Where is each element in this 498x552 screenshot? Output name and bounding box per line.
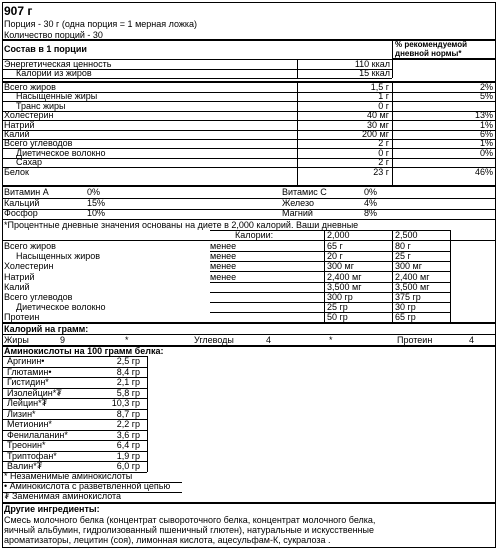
energy-label: Энергетическая ценность [4, 59, 112, 69]
reference-col2: 2,500 [395, 230, 418, 240]
amino-name: Глютамин• [7, 366, 52, 377]
amino-title: Аминокислоты на 100 грамм белка: [4, 346, 164, 356]
serving-size: Порция - 30 г (одна порция = 1 мерная ложка) [4, 19, 198, 29]
reference-label: Натрий [4, 271, 35, 282]
amino-value: 2,5 гр [116, 356, 140, 366]
nutrient-label: Насыщенные жиры [16, 91, 98, 102]
daily-value-footnote: *Процентные дневные значения основаны на диете в 2,000 калорий. Ваши дневные [4, 220, 359, 230]
amino-value: 8,4 гр [116, 366, 140, 377]
nutrient-amount: 2 г [378, 138, 389, 149]
reference-label: Протеин [4, 312, 40, 323]
vitamin-value: 15% [87, 197, 106, 208]
nutrient-label: Белок [4, 166, 29, 177]
energy-amount: 15 ккал [359, 68, 390, 78]
reference-value-2000: 65 г [327, 241, 343, 251]
reference-label: Холестерин [4, 261, 54, 272]
nutrition-label [2, 2, 496, 548]
amino-value: 8,7 гр [116, 408, 140, 419]
nutrient-label: Всего жиров [4, 82, 56, 92]
reference-label: Диетическое волокно [16, 302, 106, 313]
nutrient-amount: 2 г [378, 157, 389, 168]
vitamin-value: 8% [364, 208, 378, 218]
reference-compare: менее [210, 241, 237, 251]
amino-value: 5,8 гр [116, 387, 140, 398]
nutrient-label: Холестерин [4, 110, 54, 121]
amino-value: 1,9 гр [116, 450, 140, 461]
vitamin-value: 0% [364, 187, 378, 197]
amino-name: Треонин* [7, 440, 46, 450]
reference-compare: менее [210, 261, 237, 272]
servings-count: Количество порций - 30 [4, 30, 103, 40]
vitamin-label: Фосфор [4, 208, 38, 218]
ingredients-line: Смесь молочного белка (концентрат сывороточного белка, концентрат молочного белка, [4, 515, 376, 525]
composition-title: Состав в 1 порции [4, 44, 87, 54]
protein-value: 4 [469, 335, 475, 345]
reference-compare: менее [210, 251, 237, 262]
reference-label: Всего жиров [4, 241, 56, 251]
amino-value: 3,6 гр [116, 429, 140, 440]
carb-label: Углеводы [194, 335, 234, 345]
nutrient-dv: 1% [479, 138, 493, 149]
separator-1: * [125, 335, 129, 345]
amino-name: Триптофан* [7, 450, 57, 461]
nutrient-amount: 0 г [378, 147, 389, 158]
nutrient-dv: 13% [474, 110, 493, 121]
amino-value: 10,3 гр [111, 398, 140, 408]
nutrient-label: Всего углеводов [4, 138, 73, 149]
reference-value-2000: 2,400 мг [327, 271, 362, 282]
nutrient-amount: 23 г [373, 166, 389, 177]
amino-name: Лейцин*₮ [7, 398, 48, 408]
nutrient-label: Калий [4, 129, 30, 139]
reference-value-2500: 30 гр [395, 302, 416, 313]
amino-legend-item: * Незаменимые аминокислоты [4, 471, 133, 481]
nutrient-dv: 5% [479, 91, 493, 102]
reference-value-2000: 25 гр [327, 302, 348, 313]
amino-legend-item: ₮ Заменимая аминокислота [4, 491, 122, 501]
nutrient-dv: 46% [474, 166, 493, 177]
vitamin-label: Витамин А [4, 187, 49, 197]
ingredients-line: ароматизаторы, лецитин (соя), лимонная кислота, ацесульфам-К, сукралоза . [4, 535, 331, 545]
ingredients-line: яичный альбумин, гидролизованный пшеничный глютен), натуральные и искусственные [4, 525, 374, 535]
dv-title-line1: % рекомендуемой [395, 40, 468, 49]
nutrient-amount: 1,5 г [370, 82, 389, 92]
nutrient-amount: 0 г [378, 100, 389, 111]
nutrient-amount: 1 г [378, 91, 389, 102]
energy-amount: 110 ккал [354, 59, 390, 69]
nutrient-label: Диетическое волокно [16, 147, 106, 158]
reference-value-2000: 300 гр [327, 292, 353, 302]
reference-value-2000: 20 г [327, 251, 343, 262]
separator-2: * [329, 335, 333, 345]
amino-name: Фенилаланин* [7, 429, 68, 440]
nutrient-dv: 1% [479, 119, 493, 130]
protein-label: Протеин [397, 335, 433, 345]
nutrient-amount: 200 мг [362, 129, 389, 139]
reference-value-2500: 80 г [395, 241, 411, 251]
amino-name: Лизин* [7, 408, 36, 419]
reference-calories-label: Калории: [235, 230, 274, 240]
nutrient-amount: 30 мг [367, 119, 389, 130]
nutrient-dv: 6% [479, 129, 493, 139]
reference-compare: менее [210, 271, 237, 282]
fat-label: Жиры [4, 335, 29, 345]
dv-title-line2: дневной нормы* [395, 49, 462, 58]
amino-value: 2,2 гр [116, 419, 140, 429]
nutrient-label: Сахар [16, 157, 43, 168]
reference-value-2500: 2,400 мг [395, 271, 430, 282]
reference-col1: 2,000 [327, 230, 350, 240]
product-weight: 907 г [4, 4, 33, 18]
amino-legend-item: • Аминокислота с разветвленной цепью [4, 481, 171, 491]
amino-name: Изолейцин*₮ [7, 387, 62, 398]
vitamin-label: Кальций [4, 197, 40, 208]
reference-value-2500: 300 мг [395, 261, 422, 272]
fat-value: 9 [60, 335, 66, 345]
label-frame [2, 2, 496, 548]
reference-value-2500: 25 г [395, 251, 411, 262]
amino-name: Метионин* [7, 419, 52, 429]
nutrient-label: Натрий [4, 119, 35, 130]
ingredients-title: Другие ингредиенты: [4, 504, 100, 514]
nutrient-dv: 0% [479, 147, 493, 158]
nutrient-label: Транс жиры [16, 100, 66, 111]
amino-name: Гистидин* [7, 377, 49, 387]
reference-value-2000: 300 мг [327, 261, 354, 272]
reference-value-2500: 375 гр [395, 292, 421, 302]
amino-name: Валин*₮ [7, 461, 43, 471]
amino-value: 6,0 гр [116, 461, 140, 471]
reference-value-2000: 3,500 мг [327, 281, 362, 292]
nutrient-amount: 40 мг [367, 110, 389, 121]
nutrient-dv: 2% [479, 82, 493, 92]
vitamin-label: Магний [282, 208, 313, 218]
reference-value-2000: 50 гр [327, 312, 348, 323]
vitamin-value: 10% [87, 208, 106, 218]
carb-value: 4 [266, 335, 272, 345]
vitamin-label: Витамис С [282, 187, 327, 197]
energy-label: Калории из жиров [16, 68, 92, 78]
amino-name: Аргинин• [7, 356, 45, 366]
vitamin-value: 0% [87, 187, 101, 197]
vitamin-label: Железо [282, 197, 314, 208]
reference-label: Насыщенных жиров [16, 251, 101, 262]
calories-per-gram-title: Калорий на грамм: [4, 324, 89, 334]
reference-value-2500: 65 гр [395, 312, 416, 323]
vitamin-value: 4% [364, 197, 378, 208]
reference-label: Всего углеводов [4, 292, 73, 302]
amino-value: 6,4 гр [116, 440, 140, 450]
reference-value-2500: 3,500 мг [395, 281, 430, 292]
reference-label: Калий [4, 281, 30, 292]
amino-value: 2,1 гр [116, 377, 140, 387]
